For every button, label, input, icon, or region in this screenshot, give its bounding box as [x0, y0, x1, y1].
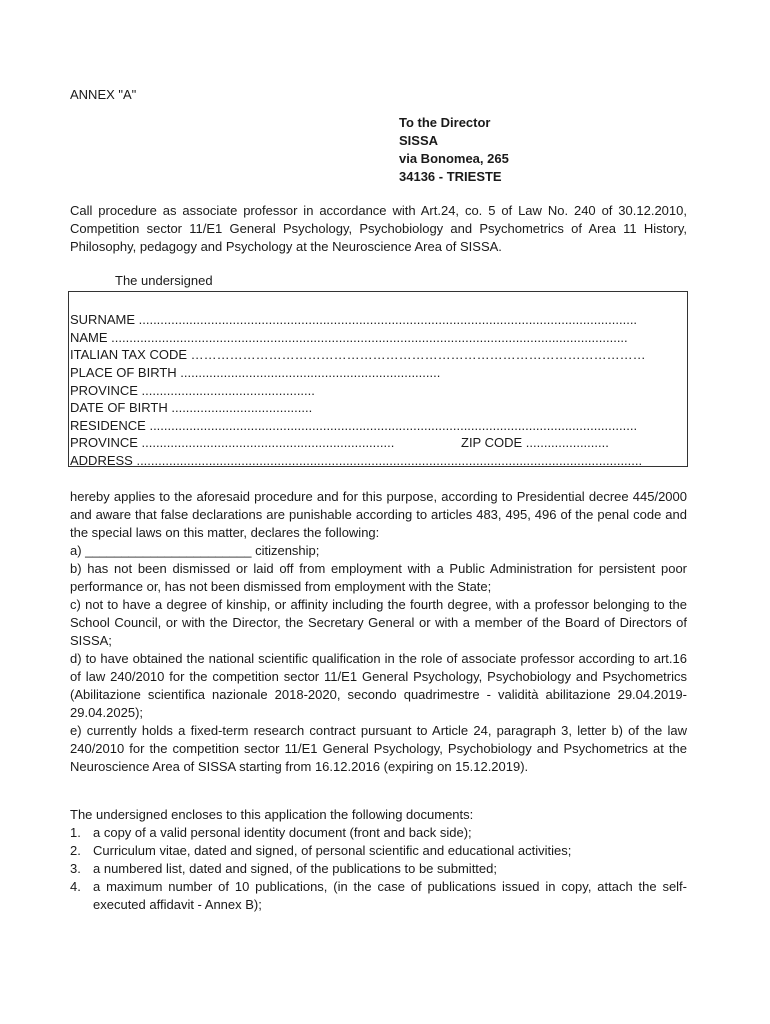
enclosures-section [70, 806, 687, 914]
place-of-birth-field[interactable]: PLACE OF BIRTH ........................................................................ [70, 365, 441, 380]
annex-label: ANNEX "A" [70, 87, 137, 102]
item-b: b) has not been dismissed or laid off from employment with a Public Administration for persistent poor performance or, has not been dismissed from employment with the State; [70, 561, 687, 594]
item-e: e) currently holds a fixed-term research contract pursuant to Article 24, paragraph 3, letter b) of the law 240/2010 for the competition sector 11/E1 General Psychology, Psychobiology and Psychometrics at the Neuroscience Area of SISSA starting from 16.12.2016 (expiring on 15.12.2019). [70, 723, 687, 774]
recipient-line-1: To the Director [399, 115, 491, 130]
declaration-section [70, 488, 687, 776]
surname-field[interactable]: SURNAME .......................................................................................................................................... [70, 312, 638, 327]
list-item [70, 842, 687, 860]
declaration-intro: hereby applies to the aforesaid procedure and for this purpose, according to Presidential decree 445/2000 and aware that false declarations are punishable according to articles 483, 495, 496 of the penal code and the special laws on this matter, declares the following: [70, 489, 687, 540]
date-of-birth-field[interactable]: DATE OF BIRTH ....................................... [70, 400, 313, 415]
province-field[interactable]: PROVINCE ................................................ [70, 383, 315, 398]
call-procedure-paragraph: Call procedure as associate professor in accordance with Art.24, co. 5 of Law No. 240 of 30.12.2010, Competition sector 11/E1 General Psychology, Psychobiology and Psychometrics of Area 11 History, Philosophy, pedagogy and Psychology at the Neuroscience Area of SISSA. [70, 203, 687, 254]
zip-code-field[interactable]: ZIP CODE ....................... [461, 435, 609, 450]
item-d: d) to have obtained the national scientific qualification in the role of associate professor according to art.16 of law 240/2010 for the competition sector 11/E1 General Psychology, Psychobiology and Psychometrics (Abilitazione scientifica nazionale 2018-2020, secondo quadrimestre - validità abilitazione 29.04.2019-29.04.2025); [70, 651, 687, 720]
list-item-number: 1. [70, 825, 81, 840]
residence-province-field[interactable]: PROVINCE ...................................................................... [70, 435, 395, 450]
list-item-number: 4. [70, 879, 81, 894]
recipient-line-2: SISSA [399, 133, 439, 148]
list-item-text: a numbered list, dated and signed, of the publications to be submitted; [93, 861, 497, 876]
enclosures-list [70, 824, 687, 914]
recipient-line-3: via Bonomea, 265 [399, 151, 509, 166]
list-item-number: 2. [70, 843, 81, 858]
list-item-text: Curriculum vitae, dated and signed, of personal scientific and educational activities; [93, 843, 572, 858]
enclosures-intro: The undersigned encloses to this application the following documents: [70, 807, 474, 822]
address-field[interactable]: ADDRESS ............................................................................................................................................ [70, 453, 643, 468]
item-c: c) not to have a degree of kinship, or affinity including the fourth degree, with a professor belonging to the School Council, or with the Director, the Secretary General or with a member of the Board of Directors of SISSA; [70, 597, 687, 648]
list-item-number: 3. [70, 861, 81, 876]
recipient-address [399, 114, 509, 186]
list-item [70, 824, 687, 842]
list-item-text: a maximum number of 10 publications, (in the case of publications issued in copy, attach the self-executed affidavit - Annex B); [93, 879, 687, 912]
item-a-citizenship: a) _______________________ citizenship; [70, 543, 320, 558]
list-item [70, 878, 687, 914]
undersigned-label: The undersigned [115, 273, 213, 288]
residence-field[interactable]: RESIDENCE ....................................................................................................................................... [70, 418, 638, 433]
recipient-line-4: 34136 - TRIESTE [399, 169, 502, 184]
name-field[interactable]: NAME ............................................................................................................................................... [70, 330, 628, 345]
personal-data-form [68, 291, 688, 467]
list-item [70, 860, 687, 878]
list-item-text: a copy of a valid personal identity document (front and back side); [93, 825, 472, 840]
tax-code-field[interactable]: ITALIAN TAX CODE …………………………………………………………………………………………… [70, 347, 646, 362]
